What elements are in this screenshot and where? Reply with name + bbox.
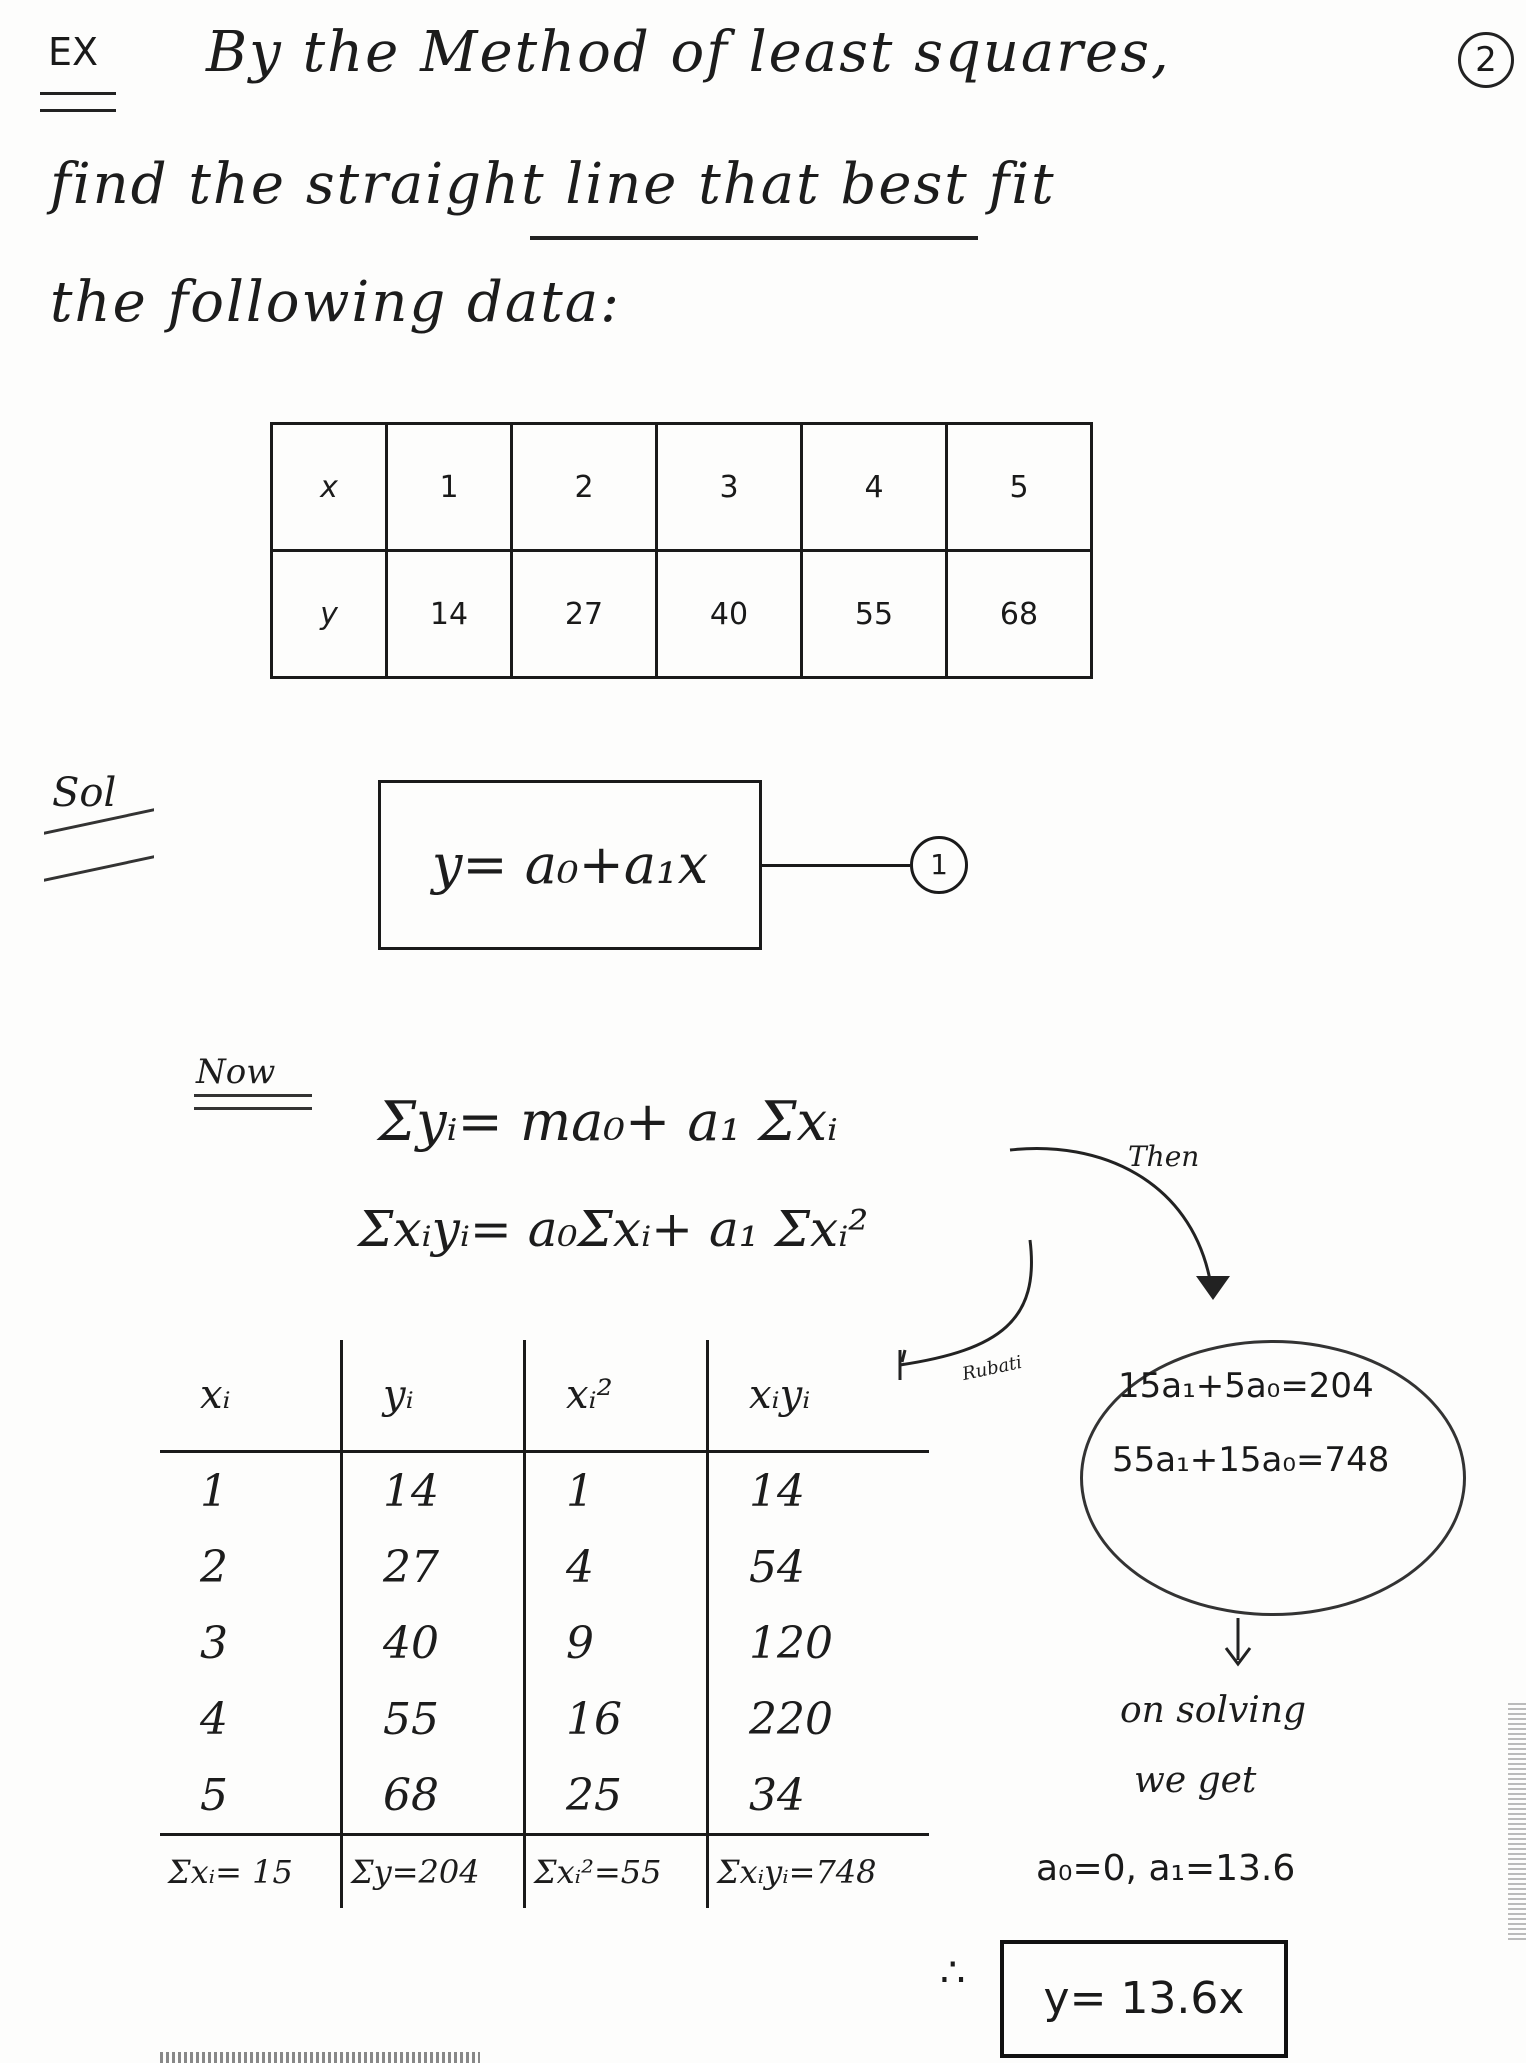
cell: 9	[525, 1605, 708, 1681]
question-line-1: By the Method of least squares,	[206, 20, 1171, 85]
cell: 120	[749, 1617, 833, 1669]
page-number: 2	[1458, 32, 1514, 88]
y-value: 55	[802, 551, 947, 678]
solution-label: Sol	[52, 770, 117, 816]
sum-cell: Σxᵢ= 15	[160, 1835, 342, 1909]
header-yi: yᵢ	[342, 1340, 525, 1452]
y-value: 14	[387, 551, 512, 678]
example-label: EX	[48, 30, 99, 74]
cell: 1	[525, 1452, 708, 1530]
cell: 14	[749, 1465, 805, 1517]
y-value: 27	[512, 551, 657, 678]
then-arrow	[1010, 1149, 1210, 1280]
normal-equation-2: Σxᵢyᵢ= a₀Σxᵢ+ a₁ Σxᵢ²	[358, 1200, 869, 1258]
scan-artifact	[1508, 1700, 1526, 1940]
question-line-3: the following data:	[50, 270, 622, 335]
system-equation-1: 15a₁+5a₀=204	[1118, 1366, 1374, 1406]
table-row	[160, 1681, 929, 1757]
cell: 3	[160, 1605, 342, 1681]
cell: 68	[342, 1757, 525, 1835]
x-value: 4	[802, 424, 947, 551]
model-equation: y= a₀+a₁x	[378, 780, 762, 950]
table-row	[160, 1529, 929, 1605]
y-value: 40	[657, 551, 802, 678]
question-line-2: find the straight line that best fit	[50, 152, 1056, 217]
equation-number: 1	[910, 836, 968, 894]
cell: 5	[160, 1757, 342, 1835]
y-header: y	[272, 551, 387, 678]
we-get-text: we get	[1134, 1760, 1257, 1801]
x-header: x	[272, 424, 387, 551]
header-xi-squared: xᵢ²	[525, 1340, 708, 1452]
sum-cell: Σxᵢyᵢ=748	[708, 1835, 930, 1909]
y-value: 68	[947, 551, 1092, 678]
normal-equation-1: Σyᵢ= ma₀+ a₁ Σxᵢ	[378, 1090, 838, 1153]
solving-text: on solving	[1120, 1690, 1307, 1731]
cell: 54	[749, 1541, 805, 1593]
therefore-symbol: ∴	[940, 1950, 966, 1996]
signature: Rubati	[960, 1351, 1024, 1386]
x-value: 3	[657, 424, 802, 551]
calc-table	[160, 1340, 929, 1908]
cell: 1	[160, 1452, 342, 1530]
header-xi: xᵢ	[160, 1340, 342, 1452]
cell: 34	[749, 1769, 805, 1821]
then-label: Then	[1128, 1140, 1200, 1173]
calc-table-header	[160, 1340, 929, 1452]
cell: 27	[342, 1529, 525, 1605]
cell: 16	[525, 1681, 708, 1757]
table-row	[160, 1605, 929, 1681]
cell: 4	[160, 1681, 342, 1757]
sum-cell: Σy=204	[342, 1835, 525, 1909]
header-xiyi: xᵢyᵢ	[708, 1340, 930, 1452]
then-arrow-head-icon	[1196, 1276, 1230, 1300]
x-value: 1	[387, 424, 512, 551]
cell: 220	[749, 1693, 833, 1745]
cell: 14	[342, 1452, 525, 1530]
cell: 4	[525, 1529, 708, 1605]
cell: 2	[160, 1529, 342, 1605]
table-row	[160, 1757, 929, 1835]
coefficient-result: a₀=0, a₁=13.6	[1036, 1848, 1296, 1889]
x-value: 2	[512, 424, 657, 551]
table-row	[160, 1452, 929, 1530]
sum-row	[160, 1835, 929, 1909]
cell: 40	[342, 1605, 525, 1681]
cell: 25	[525, 1757, 708, 1835]
final-equation: y= 13.6x	[1000, 1940, 1288, 2058]
system-equation-2: 55a₁+15a₀=748	[1112, 1440, 1390, 1480]
sum-cell: Σxᵢ²=55	[525, 1835, 708, 1909]
scan-artifact	[160, 2052, 480, 2063]
x-value: 5	[947, 424, 1092, 551]
now-label: Now	[196, 1052, 276, 1092]
cell: 55	[342, 1681, 525, 1757]
